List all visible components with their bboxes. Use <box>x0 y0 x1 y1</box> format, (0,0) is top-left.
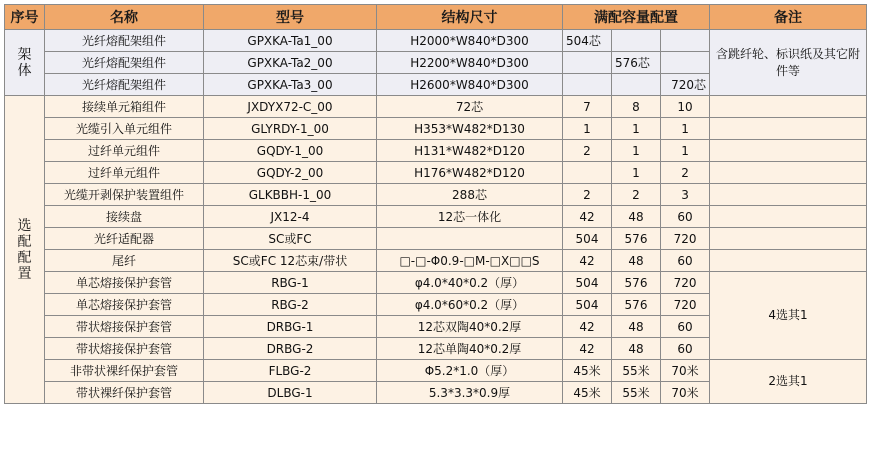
cell-model: JX12-4 <box>204 206 377 228</box>
cell-cap-3: 720 <box>661 272 710 294</box>
cell-cap-1: 2 <box>563 184 612 206</box>
cell-size: 12芯双陶40*0.2厚 <box>377 316 563 338</box>
cell-size: 12芯单陶40*0.2厚 <box>377 338 563 360</box>
cell-cap-1: 504 <box>563 294 612 316</box>
rack-section <box>5 30 867 96</box>
table-row <box>5 118 867 140</box>
header-size: 结构尺寸 <box>377 5 563 30</box>
cell-cap-3: 60 <box>661 206 710 228</box>
table-row <box>5 162 867 184</box>
cell-note <box>710 118 867 140</box>
cell-note <box>710 140 867 162</box>
cell-cap-2 <box>612 74 661 96</box>
spec-table-container <box>4 4 866 404</box>
cell-cap-1: 42 <box>563 316 612 338</box>
cell-name: 尾纤 <box>45 250 204 272</box>
cell-size: φ4.0*60*0.2（厚） <box>377 294 563 316</box>
cell-model: DRBG-2 <box>204 338 377 360</box>
cell-size: H2000*W840*D300 <box>377 30 563 52</box>
cell-cap-3: 1 <box>661 140 710 162</box>
cell-name: 光纤熔配架组件 <box>45 52 204 74</box>
cell-size: H353*W482*D130 <box>377 118 563 140</box>
table-row <box>5 360 867 382</box>
cell-cap-3: 70米 <box>661 382 710 404</box>
cell-cap-2: 48 <box>612 206 661 228</box>
cell-cap-1: 42 <box>563 338 612 360</box>
table-row <box>5 228 867 250</box>
category-char: 选 <box>17 217 32 234</box>
cell-size: 12芯一体化 <box>377 206 563 228</box>
cell-cap-1: 504芯 <box>563 30 612 52</box>
cell-cap-1: 504 <box>563 228 612 250</box>
note-choose-2: 2选其1 <box>710 360 867 404</box>
note-rack: 含跳纤轮、标识纸及其它附件等 <box>710 30 867 96</box>
cell-cap-2: 576 <box>612 294 661 316</box>
cell-model: DLBG-1 <box>204 382 377 404</box>
cell-cap-1: 45米 <box>563 360 612 382</box>
cell-model: GPXKA-Ta2_00 <box>204 52 377 74</box>
category-optional <box>5 96 45 404</box>
cell-model: JXDYX72-C_00 <box>204 96 377 118</box>
cell-size <box>377 228 563 250</box>
cell-name: 带状熔接保护套管 <box>45 338 204 360</box>
cell-size: H2200*W840*D300 <box>377 52 563 74</box>
cell-cap-2: 576 <box>612 272 661 294</box>
cell-model: SC或FC 12芯束/带状 <box>204 250 377 272</box>
cell-cap-1 <box>563 74 612 96</box>
header-model: 型号 <box>204 5 377 30</box>
cell-model: GLYRDY-1_00 <box>204 118 377 140</box>
cell-name: 接续盘 <box>45 206 204 228</box>
cell-size: φ4.0*40*0.2（厚） <box>377 272 563 294</box>
cell-cap-3: 2 <box>661 162 710 184</box>
cell-name: 光纤适配器 <box>45 228 204 250</box>
header-note: 备注 <box>710 5 867 30</box>
optional-section <box>5 96 867 404</box>
table-row <box>5 30 867 52</box>
cell-size: H176*W482*D120 <box>377 162 563 184</box>
cell-cap-1: 45米 <box>563 382 612 404</box>
cell-size: Φ5.2*1.0（厚） <box>377 360 563 382</box>
cell-model: RBG-1 <box>204 272 377 294</box>
cell-cap-1: 7 <box>563 96 612 118</box>
spec-table <box>4 4 867 404</box>
cell-name: 光纤熔配架组件 <box>45 74 204 96</box>
cell-cap-3: 10 <box>661 96 710 118</box>
cell-cap-1: 2 <box>563 140 612 162</box>
table-row <box>5 96 867 118</box>
table-row <box>5 272 867 294</box>
cell-cap-3: 720 <box>661 294 710 316</box>
cell-cap-3: 720芯 <box>661 74 710 96</box>
cell-cap-3: 720 <box>661 228 710 250</box>
cell-size: 5.3*3.3*0.9厚 <box>377 382 563 404</box>
category-char: 体 <box>17 62 32 79</box>
cell-name: 过纤单元组件 <box>45 140 204 162</box>
category-char: 配 <box>17 233 32 250</box>
cell-size: □-□-Φ0.9-□M-□X□□S <box>377 250 563 272</box>
cell-model: RBG-2 <box>204 294 377 316</box>
cell-note <box>710 96 867 118</box>
cell-cap-3: 60 <box>661 338 710 360</box>
cell-cap-2: 1 <box>612 162 661 184</box>
category-char: 配 <box>17 249 32 266</box>
cell-cap-2: 8 <box>612 96 661 118</box>
cell-cap-1 <box>563 162 612 184</box>
cell-name: 过纤单元组件 <box>45 162 204 184</box>
cell-note <box>710 250 867 272</box>
cell-cap-3 <box>661 30 710 52</box>
table-row <box>5 206 867 228</box>
cell-cap-1: 42 <box>563 250 612 272</box>
cell-cap-1 <box>563 52 612 74</box>
cell-cap-2: 48 <box>612 316 661 338</box>
cell-note <box>710 206 867 228</box>
note-choose-4: 4选其1 <box>710 272 867 360</box>
cell-name: 光缆开剥保护装置组件 <box>45 184 204 206</box>
cell-model: GPXKA-Ta3_00 <box>204 74 377 96</box>
cell-cap-2: 55米 <box>612 382 661 404</box>
cell-model: DRBG-1 <box>204 316 377 338</box>
cell-name: 带状熔接保护套管 <box>45 316 204 338</box>
cell-name: 光缆引入单元组件 <box>45 118 204 140</box>
header-row <box>5 5 867 30</box>
category-char: 架 <box>17 46 32 63</box>
cell-cap-1: 1 <box>563 118 612 140</box>
cell-size: H2600*W840*D300 <box>377 74 563 96</box>
cell-cap-3: 70米 <box>661 360 710 382</box>
cell-cap-2: 576芯 <box>612 52 661 74</box>
cell-note <box>710 184 867 206</box>
cell-name: 非带状裸纤保护套管 <box>45 360 204 382</box>
cell-cap-2: 1 <box>612 118 661 140</box>
cell-note <box>710 228 867 250</box>
cell-cap-2: 48 <box>612 338 661 360</box>
category-rack <box>5 30 45 96</box>
cell-note <box>710 162 867 184</box>
cell-model: FLBG-2 <box>204 360 377 382</box>
cell-cap-2: 1 <box>612 140 661 162</box>
cell-cap-2: 48 <box>612 250 661 272</box>
cell-name: 光纤熔配架组件 <box>45 30 204 52</box>
cell-size: 288芯 <box>377 184 563 206</box>
cell-name: 接续单元箱组件 <box>45 96 204 118</box>
cell-cap-1: 42 <box>563 206 612 228</box>
cell-size: 72芯 <box>377 96 563 118</box>
cell-size: H131*W482*D120 <box>377 140 563 162</box>
cell-model: SC或FC <box>204 228 377 250</box>
header-index: 序号 <box>5 5 45 30</box>
cell-name: 带状裸纤保护套管 <box>45 382 204 404</box>
cell-name: 单芯熔接保护套管 <box>45 294 204 316</box>
cell-cap-3: 3 <box>661 184 710 206</box>
cell-cap-2: 2 <box>612 184 661 206</box>
header-capacity: 满配容量配置 <box>563 5 710 30</box>
cell-cap-3: 1 <box>661 118 710 140</box>
cell-cap-3: 60 <box>661 250 710 272</box>
header-name: 名称 <box>45 5 204 30</box>
cell-cap-2: 55米 <box>612 360 661 382</box>
cell-model: GLKBBH-1_00 <box>204 184 377 206</box>
cell-cap-2: 576 <box>612 228 661 250</box>
cell-model: GPXKA-Ta1_00 <box>204 30 377 52</box>
cell-cap-3 <box>661 52 710 74</box>
cell-model: GQDY-2_00 <box>204 162 377 184</box>
table-row <box>5 184 867 206</box>
cell-model: GQDY-1_00 <box>204 140 377 162</box>
table-row <box>5 250 867 272</box>
cell-cap-1: 504 <box>563 272 612 294</box>
category-char: 置 <box>17 265 32 282</box>
cell-cap-2 <box>612 30 661 52</box>
table-row <box>5 140 867 162</box>
cell-name: 单芯熔接保护套管 <box>45 272 204 294</box>
cell-cap-3: 60 <box>661 316 710 338</box>
